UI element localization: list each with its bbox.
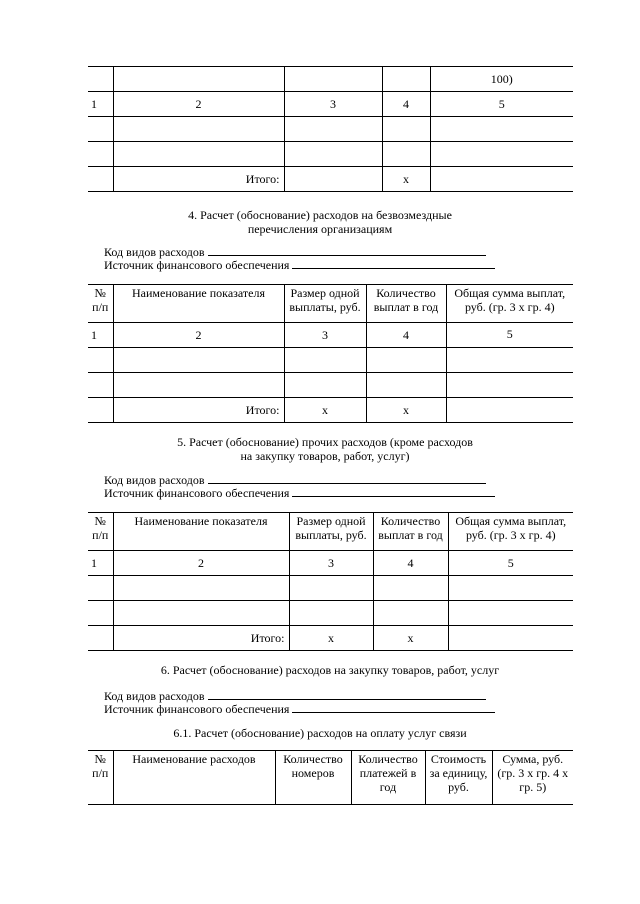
- section-4-istochnik-line: Источник финансового обеспечения: [104, 257, 495, 272]
- x-mark: x: [284, 398, 366, 423]
- table-section-6-1: [88, 750, 573, 805]
- colnum-2: 2: [113, 323, 284, 348]
- header-unit-cost: Стоимость за единицу, руб.: [425, 751, 492, 805]
- total-label: Итого:: [113, 626, 289, 651]
- table-row: [88, 601, 573, 626]
- table-row: [88, 576, 573, 601]
- header-name: Наименование показателя: [113, 513, 289, 551]
- x-mark: x: [366, 398, 446, 423]
- cell: [113, 67, 284, 92]
- header-count: Количество выплат в год: [366, 285, 446, 323]
- table-row: [88, 142, 573, 167]
- total-row: [88, 398, 573, 423]
- cell: [284, 67, 382, 92]
- header-size: Размер одной выплаты, руб.: [284, 285, 366, 323]
- table-row: [88, 348, 573, 373]
- section-4-kod-line: Код видов расходов: [104, 244, 486, 259]
- section-5-istochnik-line: Источник финансового обеспечения: [104, 485, 495, 500]
- cell: [382, 67, 430, 92]
- header-numbers: Количество номеров: [275, 751, 351, 805]
- header-name: Наименование расходов: [113, 751, 275, 805]
- header-sum: Общая сумма выплат, руб. (гр. 3 х гр. 4): [446, 285, 573, 323]
- table-section-5: [88, 512, 573, 651]
- kod-input-line[interactable]: [208, 472, 486, 484]
- section-6-title: 6. Расчет (обоснование) расходов на закупку товаров, работ, услуг: [160, 663, 500, 677]
- header-name: Наименование показателя: [113, 285, 284, 323]
- table-section-3-continuation: [88, 66, 573, 192]
- total-label: Итого:: [113, 167, 284, 192]
- section-4-title: 4. Расчет (обоснование) расходов на безвозмездные перечисления организациям: [188, 208, 452, 236]
- section-6-istochnik-line: Источник финансового обеспечения: [104, 701, 495, 716]
- total-label: Итого:: [113, 398, 284, 423]
- colnum-5: 5: [430, 92, 573, 117]
- colnum-1: 1: [88, 323, 113, 348]
- colnum-5: 5: [448, 551, 573, 576]
- header-sum: Общая сумма выплат, руб. (гр. 3 х гр. 4): [448, 513, 573, 551]
- table-section-4: [88, 284, 573, 423]
- section-5-title: 5. Расчет (обоснование) прочих расходов (кроме расходов на закупку товаров, работ, услуг): [177, 435, 473, 463]
- colnum-5: 5: [446, 323, 573, 348]
- istochnik-input-line[interactable]: [292, 257, 495, 269]
- kod-input-line[interactable]: [208, 688, 486, 700]
- istochnik-input-line[interactable]: [292, 485, 495, 497]
- colnum-2: 2: [113, 551, 289, 576]
- table-row: [88, 117, 573, 142]
- header-num: № п/п: [88, 285, 113, 323]
- header-count: Количество выплат в год: [373, 513, 448, 551]
- colnum-3: 3: [289, 551, 373, 576]
- istochnik-input-line[interactable]: [292, 701, 495, 713]
- colnum-4: 4: [366, 323, 446, 348]
- colnum-1: 1: [88, 551, 113, 576]
- colnum-3: 3: [284, 92, 382, 117]
- total-row: [88, 626, 573, 651]
- colnum-1: 1: [88, 92, 113, 117]
- colnum-4: 4: [373, 551, 448, 576]
- total-row: [88, 167, 573, 192]
- header-size: Размер одной выплаты, руб.: [289, 513, 373, 551]
- table-row: [88, 373, 573, 398]
- section-6-1-title: 6.1. Расчет (обоснование) расходов на оплату услуг связи: [173, 726, 467, 740]
- header-num: № п/п: [88, 513, 113, 551]
- header-payments: Количество платежей в год: [351, 751, 425, 805]
- colnum-4: 4: [382, 92, 430, 117]
- kod-input-line[interactable]: [208, 244, 486, 256]
- section-6-kod-line: Код видов расходов: [104, 688, 486, 703]
- section-5-kod-line: Код видов расходов: [104, 472, 486, 487]
- x-mark: x: [289, 626, 373, 651]
- colnum-2: 2: [113, 92, 284, 117]
- header-sum: Сумма, руб. (гр. 3 х гр. 4 х гр. 5): [492, 751, 573, 805]
- header-num: № п/п: [88, 751, 113, 805]
- x-mark: x: [373, 626, 448, 651]
- header-fragment: 100): [430, 67, 573, 92]
- cell: [88, 67, 113, 92]
- colnum-3: 3: [284, 323, 366, 348]
- x-mark: x: [382, 167, 430, 192]
